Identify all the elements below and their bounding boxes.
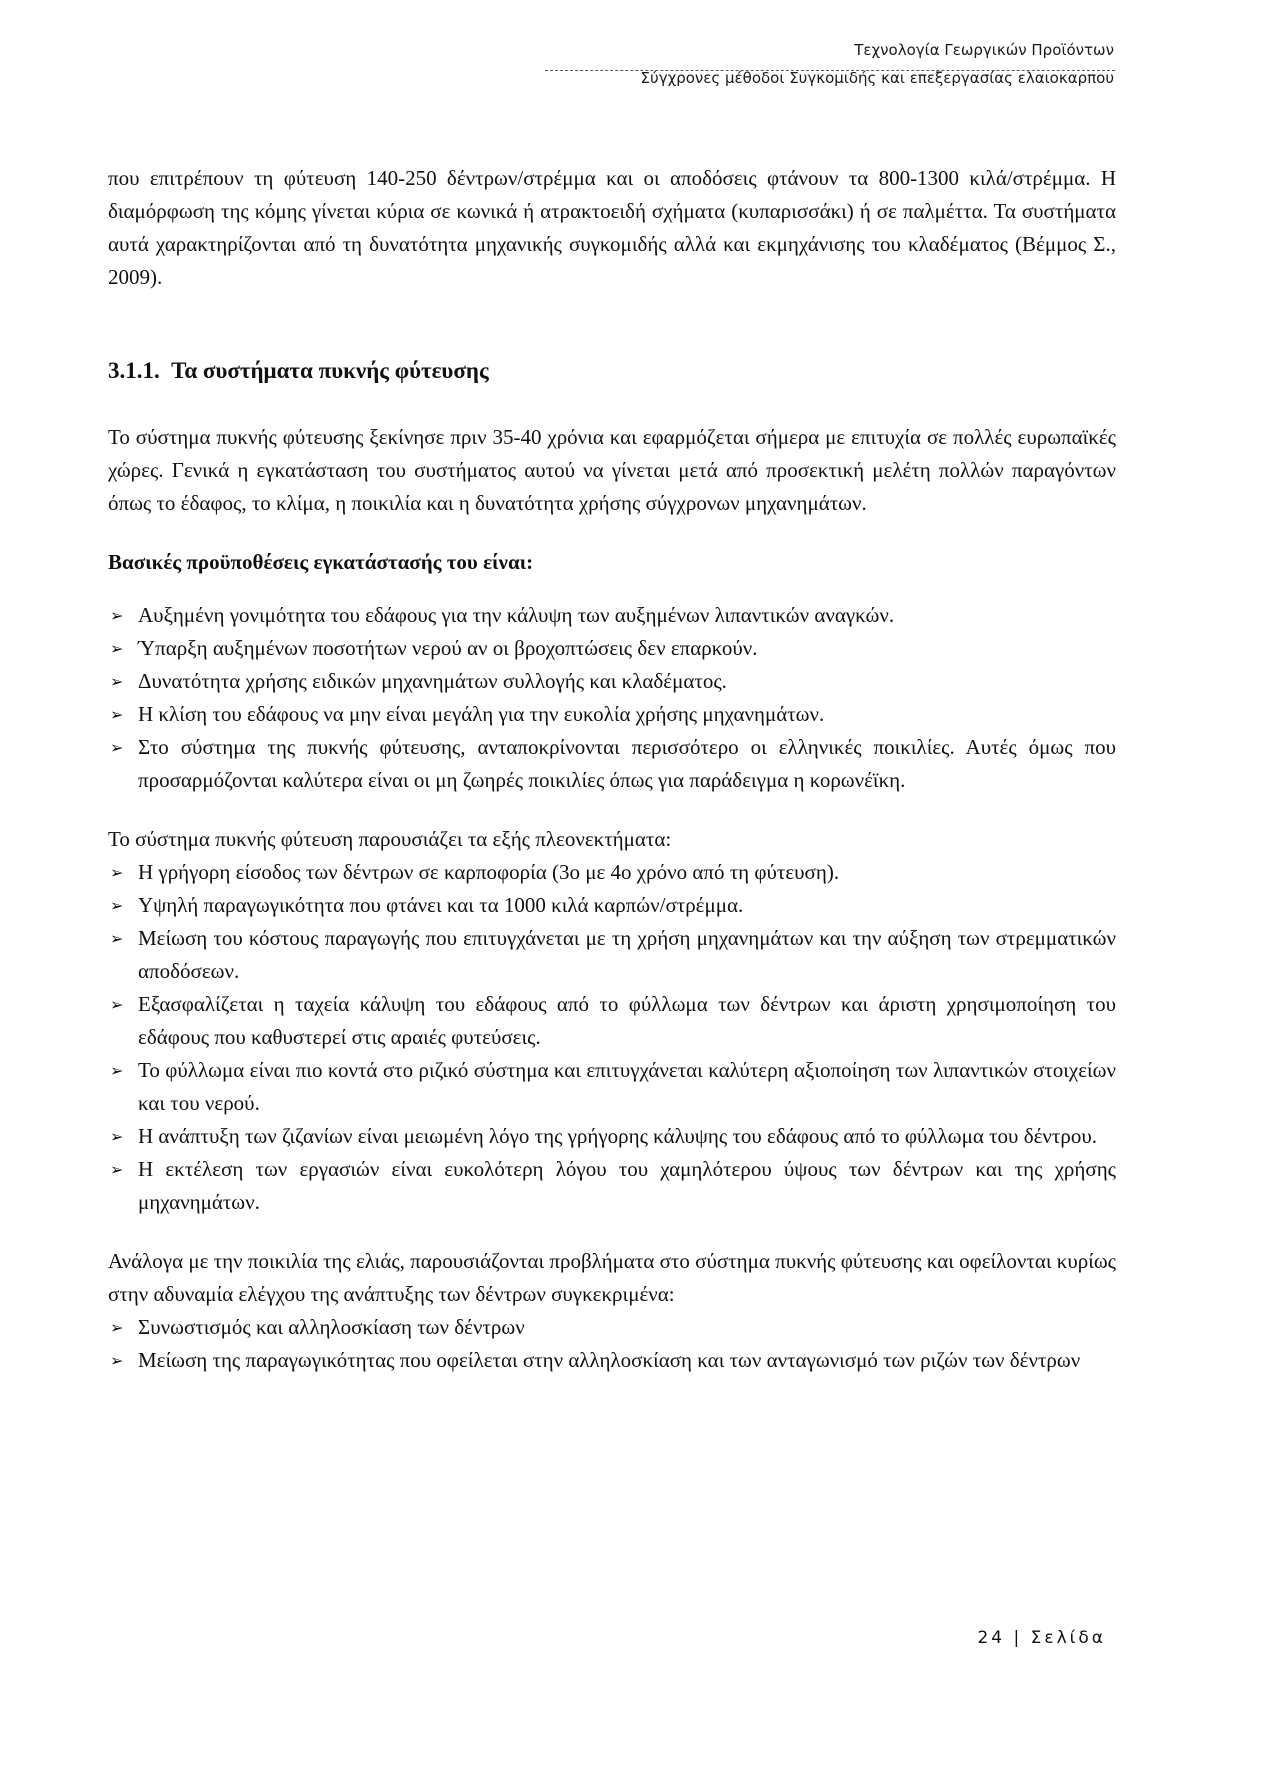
arrow-bullet-icon: ➢: [110, 995, 124, 1014]
section-heading: [108, 354, 1116, 387]
arrow-bullet-icon: ➢: [110, 1127, 124, 1146]
problems-list: [108, 1311, 1116, 1377]
advantages-list: [108, 856, 1116, 1219]
arrow-bullet-icon: ➢: [110, 738, 124, 757]
arrow-bullet-icon: ➢: [110, 863, 124, 882]
page-header: [494, 36, 1114, 92]
header-subtitle: Σύγχρονες μέθοδοι Συγκομιδής και επεξεργασίας ελαιοκαρπου: [640, 69, 1114, 87]
arrow-bullet-icon: ➢: [110, 896, 124, 915]
list-item: ➢ Αυξημένη γονιμότητα του εδάφους για την κάλυψη των αυξημένων λιπαντικών αναγκών.: [108, 599, 1116, 632]
arrow-bullet-icon: ➢: [110, 1351, 124, 1370]
list-item: ➢ Εξασφαλίζεται η ταχεία κάλυψη του εδάφους από το φύλλωμα των δέντρων και άριστη χρησιμοποίηση του εδάφους που καθυστερεί στις αραιές φυτεύσεις.: [108, 988, 1116, 1054]
list-item: ➢ Μείωση της παραγωγικότητας που οφείλεται στην αλληλοσκίαση και των ανταγωνισμό των ριζών των δέντρων: [108, 1344, 1116, 1377]
header-rule: [545, 70, 1115, 71]
list-item: ➢ Η ανάπτυξη των ζιζανίων είναι μειωμένη λόγο της γρήγορης κάλυψης του εδάφους από το φύλλωμα του δέντρου.: [108, 1120, 1116, 1153]
list-item: ➢ Συνωστισμός και αλληλοσκίαση των δέντρων: [108, 1311, 1116, 1344]
arrow-bullet-icon: ➢: [110, 606, 124, 625]
list-item: ➢ Το φύλλωμα είναι πιο κοντά στο ριζικό σύστημα και επιτυγχάνεται καλύτερη αξιοποίηση των λιπαντικών στοιχείων και του νερού.: [108, 1054, 1116, 1120]
list-item: ➢ Η γρήγορη είσοδος των δέντρων σε καρποφορία (3ο με 4ο χρόνο από τη φύτευση).: [108, 856, 1116, 889]
page-number: 24 | Σελίδα: [977, 1628, 1106, 1648]
advantages-intro: Το σύστημα πυκνής φύτευση παρουσιάζει τα εξής πλεονεκτήματα:: [108, 827, 672, 851]
prerequisites-list: [108, 599, 1116, 797]
document-body: [108, 162, 1116, 1377]
list-item: ➢ Η εκτέλεση των εργασιών είναι ευκολότερη λόγου του χαμηλότερου ύψους των δέντρων και της χρήσης μηχανημάτων.: [108, 1153, 1116, 1219]
arrow-bullet-icon: ➢: [110, 639, 124, 658]
header-title: Τεχνολογία Γεωργικών Προϊόντων: [854, 41, 1114, 59]
arrow-bullet-icon: ➢: [110, 1061, 124, 1080]
intro-paragraph: που επιτρέπουν τη φύτευση 140-250 δέντρων/στρέμμα και οι αποδόσεις φτάνουν τα 800-1300 κιλά/στρέμμα. Η διαμόρφωση της κόμης γίνεται κύρια σε κωνικά ή ατρακτοειδή σχήματα (κυπαρισσάκι) ή σε παλμέττα. Τα συστήματα αυτά χαρακτηρίζονται από τη δυνατότητα μηχανικής συγκομιδής αλλά και εκμηχάνισης του κλαδέματος (Βέμμος Σ., 2009).: [108, 166, 1116, 289]
list-item: ➢ Υψηλή παραγωγικότητα που φτάνει και τα 1000 κιλά καρπών/στρέμμα.: [108, 889, 1116, 922]
prerequisites-heading: Βασικές προϋποθέσεις εγκατάστασής του είναι:: [108, 550, 534, 574]
arrow-bullet-icon: ➢: [110, 929, 124, 948]
list-item: ➢ Μείωση του κόστους παραγωγής που επιτυγχάνεται με τη χρήση μηχανημάτων και την αύξηση των στρεμματικών αποδόσεων.: [108, 922, 1116, 988]
section-title: Τα συστήματα πυκνής φύτευσης: [171, 358, 489, 383]
arrow-bullet-icon: ➢: [110, 1318, 124, 1337]
arrow-bullet-icon: ➢: [110, 1160, 124, 1179]
list-item: ➢ Δυνατότητα χρήσης ειδικών μηχανημάτων συλλογής και κλαδέματος.: [108, 665, 1116, 698]
problems-intro: Ανάλογα με την ποικιλία της ελιάς, παρουσιάζονται προβλήματα στο σύστημα πυκνής φύτευσης και οφείλονται κυρίως στην αδυναμία ελέγχου της ανάπτυξης των δέντρων συγκεκριμένα:: [108, 1249, 1116, 1306]
arrow-bullet-icon: ➢: [110, 705, 124, 724]
paragraph-1: Το σύστημα πυκνής φύτευσης ξεκίνησε πριν 35-40 χρόνια και εφαρμόζεται σήμερα με επιτυχία σε πολλές ευρωπαϊκές χώρες. Γενικά η εγκατάσταση του συστήματος αυτού να γίνεται μετά από προσεκτική μελέτη πολλών παραγόντων όπως το έδαφος, το κλίμα, η ποικιλία και η δυνατότητα χρήσης σύγχρονων μηχανημάτων.: [108, 425, 1116, 515]
list-item: ➢ Στο σύστημα της πυκνής φύτευσης, ανταποκρίνονται περισσότερο οι ελληνικές ποικιλίες. Αυτές όμως που προσαρμόζονται καλύτερα είναι οι μη ζωηρές ποικιλίες όπως για παράδειγμα η κορωνέϊκη.: [108, 731, 1116, 797]
section-number: 3.1.1.: [108, 358, 160, 383]
list-item: ➢ Ύπαρξη αυξημένων ποσοτήτων νερού αν οι βροχοπτώσεις δεν επαρκούν.: [108, 632, 1116, 665]
list-item: ➢ Η κλίση του εδάφους να μην είναι μεγάλη για την ευκολία χρήσης μηχανημάτων.: [108, 698, 1116, 731]
arrow-bullet-icon: ➢: [110, 672, 124, 691]
